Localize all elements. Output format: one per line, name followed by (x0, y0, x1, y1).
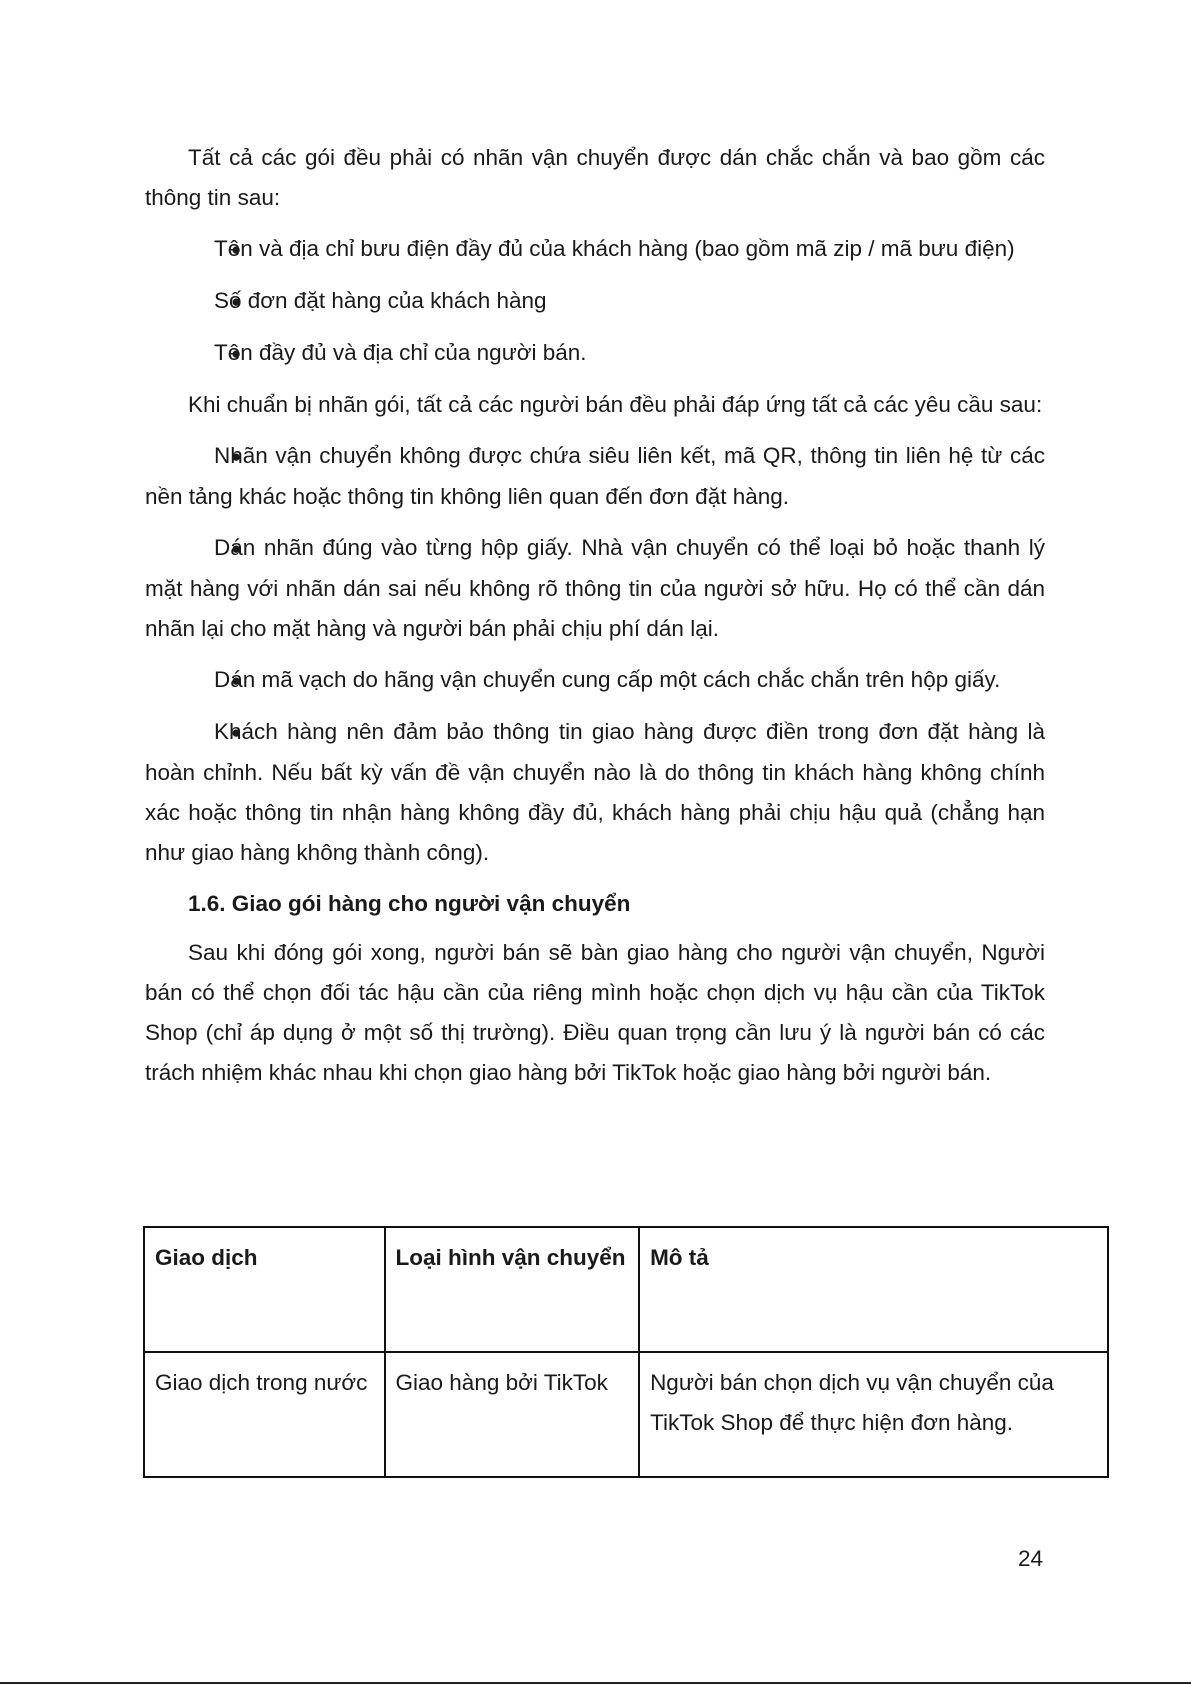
paragraph-handover: Sau khi đóng gói xong, người bán sẽ bàn giao hàng cho người vận chuyển, Người bán có thể chọn đối tác hậu cần của riêng mình hoặc chọn dịch vụ hậu cần của TikTok Shop (chỉ áp dụng ở một số thị trường). Điều quan trọng cần lưu ý là người bán có các trách nhiệm khác nhau khi chọn giao hàng bởi TikTok hoặc giao hàng bởi người bán. (145, 940, 1045, 1085)
bullet-barcode: ● Dán mã vạch do hãng vận chuyển cung cấp một cách chắc chắn trên hộp giấy. (145, 660, 1045, 701)
bottom-divider (0, 1682, 1191, 1684)
section-heading: 1.6. Giao gói hàng cho người vận chuyển (188, 891, 631, 916)
cell-description: Người bán chọn dịch vụ vận chuyển của TikTok Shop để thực hiện đơn hàng. (639, 1352, 1108, 1477)
header-description: Mô tả (639, 1227, 1108, 1352)
bullet-no-links: ● Nhãn vận chuyển không được chứa siêu liên kết, mã QR, thông tin liên hệ từ các nền tảng khác hoặc thông tin không liên quan đến đơn đặt hàng. (145, 436, 1045, 517)
bullet-customer-address: ● Tên và địa chỉ bưu điện đầy đủ của khách hàng (bao gồm mã zip / mã bưu điện) (145, 229, 1045, 270)
cell-shipping-type: Giao hàng bởi TikTok (385, 1352, 640, 1477)
bullet-order-number: ● Số đơn đặt hàng của khách hàng (145, 281, 1045, 322)
table-row (144, 1352, 1108, 1477)
header-transaction: Giao dịch (144, 1227, 385, 1352)
shipping-table (143, 1226, 1109, 1478)
cell-transaction: Giao dịch trong nước (144, 1352, 385, 1477)
paragraph-intro: Tất cả các gói đều phải có nhãn vận chuyển được dán chắc chắn và bao gồm các thông tin sau: (145, 145, 1045, 210)
page-number: 24 (1018, 1546, 1044, 1571)
table-header-row (144, 1227, 1108, 1352)
body-text (145, 138, 1045, 1104)
bullet-correct-labeling: ● Dán nhãn đúng vào từng hộp giấy. Nhà vận chuyển có thể loại bỏ hoặc thanh lý mặt hàng với nhãn dán sai nếu không rõ thông tin của người sở hữu. Họ có thể cần dán nhãn lại cho mặt hàng và người bán phải chịu phí dán lại. (145, 528, 1045, 649)
bullet-customer-info: ● Khách hàng nên đảm bảo thông tin giao hàng được điền trong đơn đặt hàng là hoàn chỉnh. Nếu bất kỳ vấn đề vận chuyển nào là do thông tin khách hàng không chính xác hoặc thông tin nhận hàng không đầy đủ, khách hàng phải chịu hậu quả (chẳng hạn như giao hàng không thành công). (145, 712, 1045, 873)
bullet-seller-info: ● Tên đầy đủ và địa chỉ của người bán. (145, 333, 1045, 374)
paragraph-label-requirements: Khi chuẩn bị nhãn gói, tất cả các người bán đều phải đáp ứng tất cả các yêu cầu sau: (188, 392, 1043, 417)
header-shipping-type: Loại hình vận chuyển (385, 1227, 640, 1352)
